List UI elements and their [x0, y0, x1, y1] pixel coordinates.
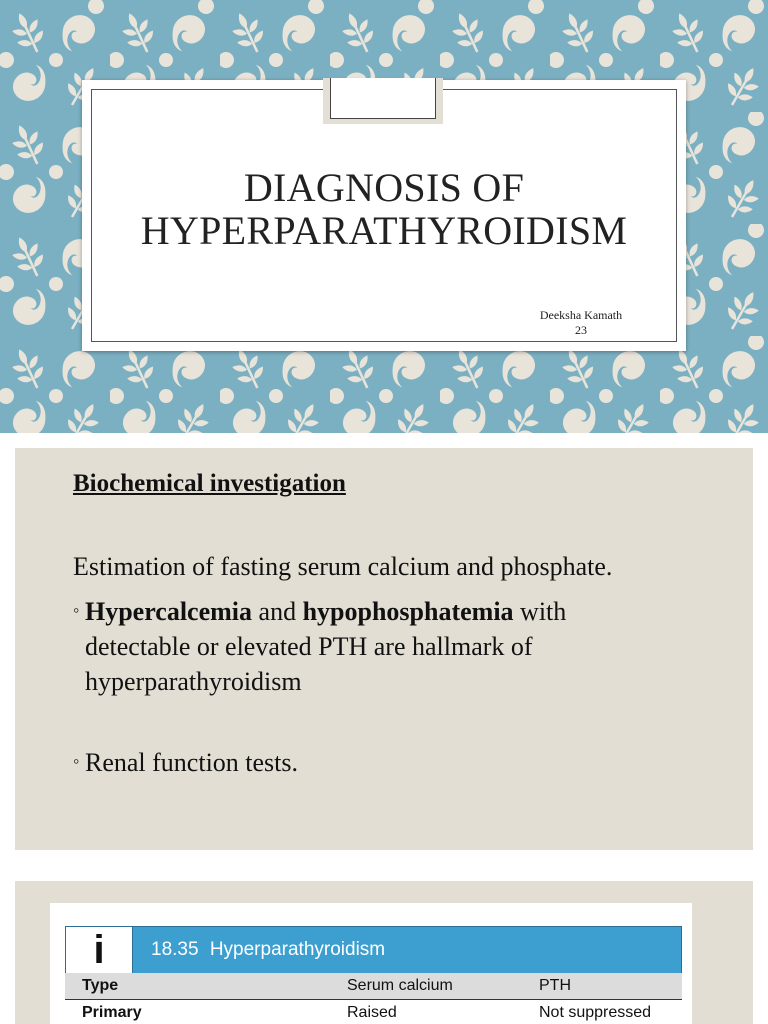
- box-title-text: Hyperparathyroidism: [209, 939, 386, 960]
- author-number: 23: [575, 323, 587, 337]
- intro-paragraph: Estimation of fasting serum calcium and phosphate.: [73, 552, 613, 581]
- column-header-serum-calcium: Serum calcium: [330, 973, 522, 1000]
- table-header-row: [65, 973, 682, 1000]
- term-hypophosphatemia: hypophosphatemia: [302, 597, 514, 626]
- box-title: [151, 927, 385, 973]
- table-cell: Not suppressed: [539, 1004, 652, 1021]
- textbook-box: [50, 903, 692, 1024]
- column-header-type: Type: [65, 973, 330, 1000]
- slide-title-line1: DIAGNOSIS OF: [243, 165, 525, 210]
- title-slide: [0, 0, 768, 433]
- slide-title: [82, 166, 686, 252]
- title-tab-decoration: [323, 78, 443, 124]
- bullet-marker: ◦: [73, 751, 80, 771]
- slide-heading: Biochemical investigation: [73, 470, 346, 497]
- box-header: [65, 926, 682, 974]
- box-number: 18.35: [151, 939, 199, 960]
- title-card: [82, 80, 686, 351]
- column-header-pth: PTH: [522, 973, 682, 1000]
- table-cell: Primary: [82, 1004, 142, 1021]
- bullet-item: ◦ Hypercalcemia and hypophosphatemia with detectable or elevated PTH are hallmark of hyperparathyroidism: [73, 593, 633, 699]
- author-name: Deeksha Kamath: [539, 308, 623, 322]
- term-hypercalcemia: Hypercalcemia: [85, 597, 253, 626]
- table-cell: Raised: [347, 1004, 397, 1021]
- bullet-marker: ◦: [73, 600, 80, 620]
- bullet-item: ◦ Renal function tests.: [73, 744, 298, 780]
- author-block: [526, 308, 636, 338]
- slide-title-line2: HYPERPARATHYROIDISM: [140, 208, 628, 253]
- table-row: [65, 1000, 682, 1024]
- table-slide: [15, 881, 753, 1024]
- hyperparathyroidism-table: [65, 973, 682, 1024]
- biochemical-slide: [15, 448, 753, 850]
- info-icon: i: [66, 927, 133, 973]
